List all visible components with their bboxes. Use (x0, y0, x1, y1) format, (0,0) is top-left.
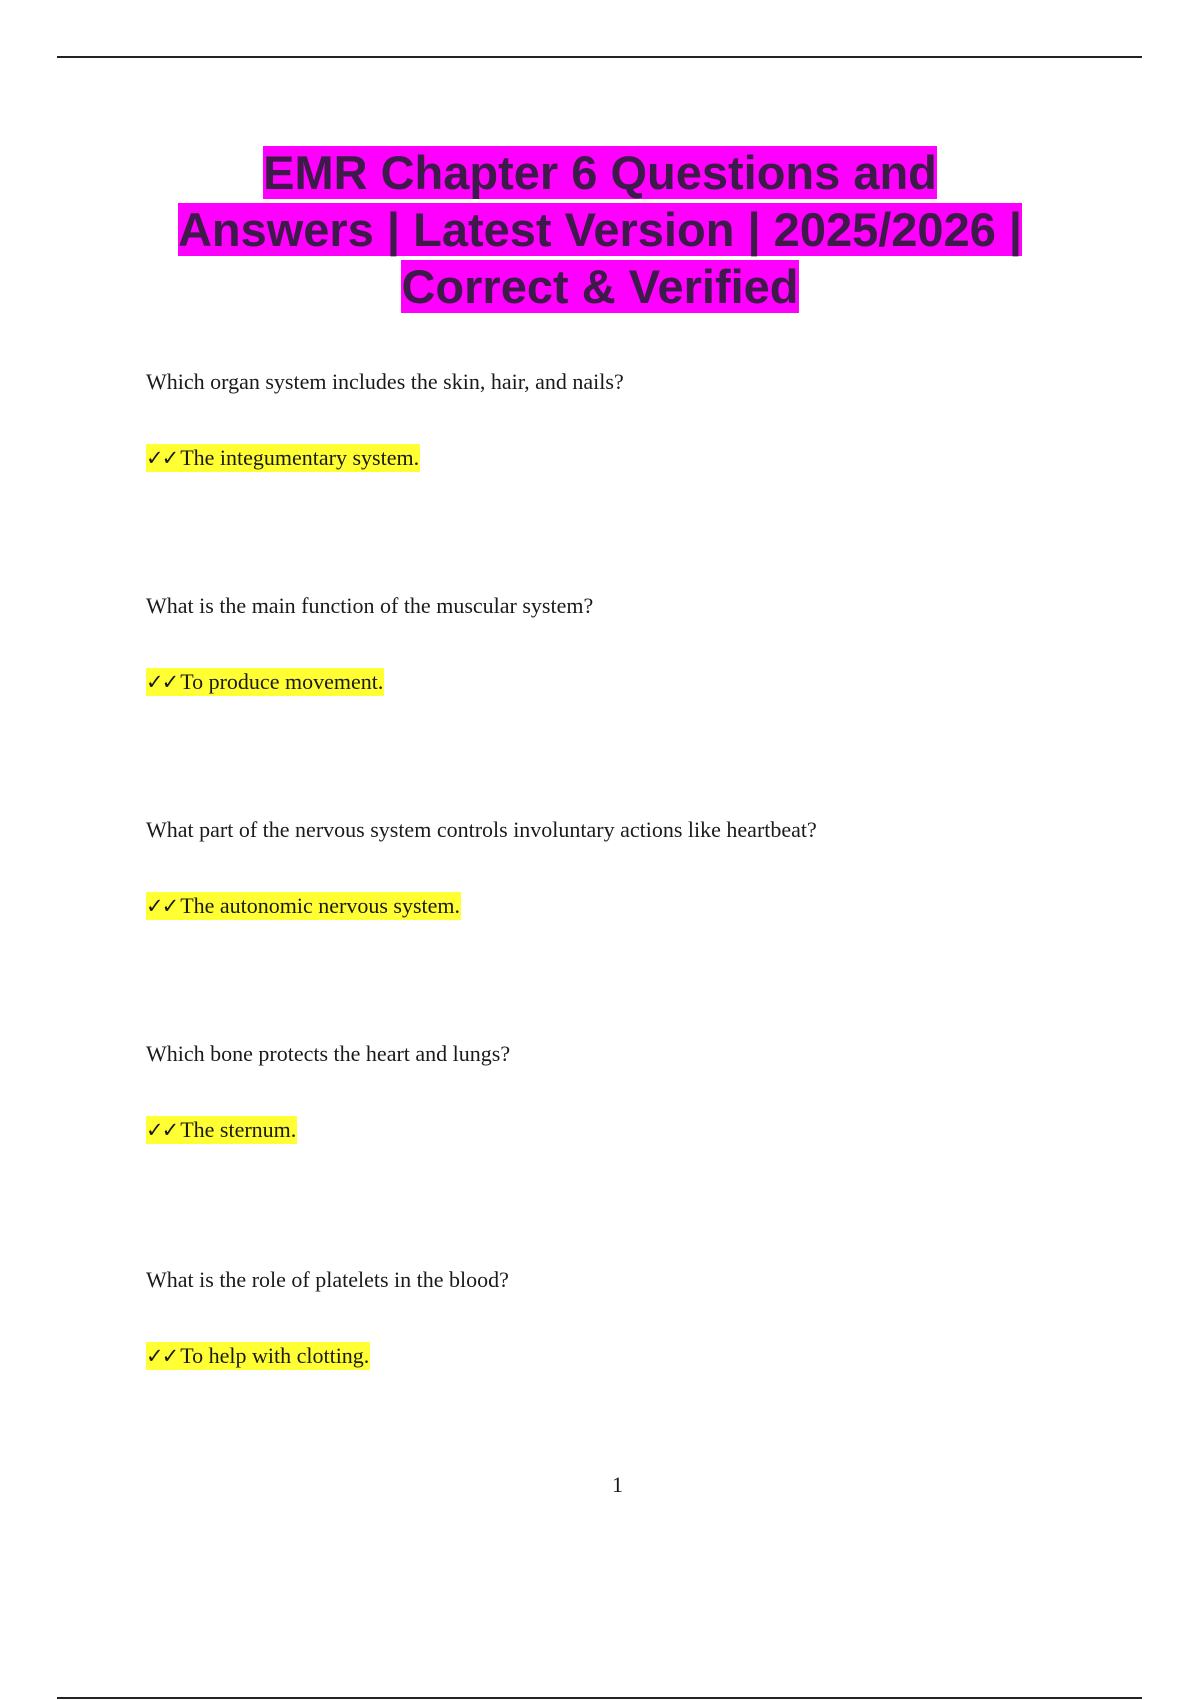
double-check-icon: ✓✓ (146, 1344, 178, 1368)
double-check-icon: ✓✓ (146, 446, 178, 470)
qa-item (146, 1040, 1106, 1142)
answer-text (146, 668, 384, 696)
answer-label: The autonomic nervous system. (180, 893, 461, 918)
qa-item (146, 1266, 1106, 1368)
qa-item (146, 592, 1106, 694)
bottom-rule (57, 1697, 1142, 1699)
question-text: What part of the nervous system controls involuntary actions like heartbeat? (146, 817, 817, 842)
answer-text (146, 1116, 297, 1144)
answer-text (146, 1342, 370, 1370)
question-text: What is the main function of the muscular system? (146, 593, 594, 618)
question-text: Which bone protects the heart and lungs? (146, 1041, 511, 1066)
document-title (100, 144, 1100, 315)
answer-label: The sternum. (180, 1117, 297, 1142)
answer-label: To help with clotting. (180, 1343, 370, 1368)
double-check-icon: ✓✓ (146, 670, 178, 694)
title-line: Correct & Verified (401, 260, 799, 313)
qa-item (146, 816, 1106, 918)
answer-text (146, 444, 420, 472)
double-check-icon: ✓✓ (146, 894, 178, 918)
question-text: Which organ system includes the skin, hair, and nails? (146, 369, 624, 394)
title-line: Answers | Latest Version | 2025/2026 | (177, 203, 1023, 256)
answer-label: To produce movement. (180, 669, 384, 694)
top-rule (57, 56, 1142, 58)
qa-item (146, 368, 1106, 470)
question-text: What is the role of platelets in the blood? (146, 1267, 509, 1292)
double-check-icon: ✓✓ (146, 1118, 178, 1142)
answer-label: The integumentary system. (180, 445, 420, 470)
title-line: EMR Chapter 6 Questions and (263, 146, 937, 199)
answer-text (146, 892, 461, 920)
page-number: 1 (612, 1472, 623, 1497)
